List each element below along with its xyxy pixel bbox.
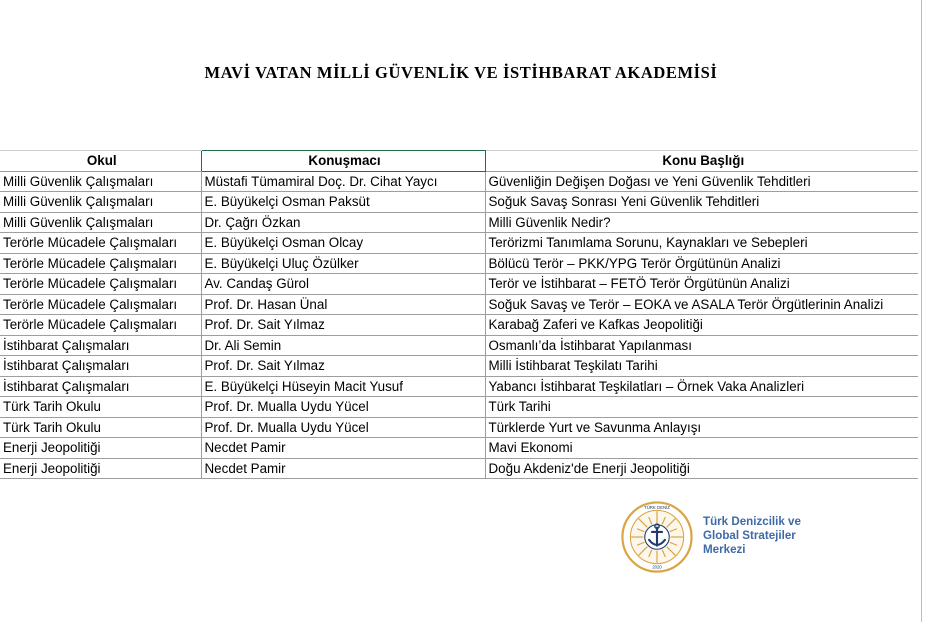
table-row bbox=[0, 233, 918, 254]
table-row bbox=[0, 438, 918, 459]
cell-school[interactable]: İstihbarat Çalışmaları bbox=[0, 356, 201, 377]
cell-speaker[interactable]: Dr. Ali Semin bbox=[201, 335, 485, 356]
column-header-school[interactable]: Okul bbox=[0, 151, 201, 172]
cell-speaker[interactable]: Necdet Pamir bbox=[201, 458, 485, 479]
cell-school[interactable]: İstihbarat Çalışmaları bbox=[0, 376, 201, 397]
cell-topic[interactable]: Milli İstihbarat Teşkilatı Tarihi bbox=[485, 356, 918, 377]
cell-school[interactable]: Terörle Mücadele Çalışmaları bbox=[0, 315, 201, 336]
cell-speaker[interactable]: Necdet Pamir bbox=[201, 438, 485, 459]
table-row bbox=[0, 458, 918, 479]
cell-speaker[interactable]: Prof. Dr. Sait Yılmaz bbox=[201, 315, 485, 336]
cell-school[interactable]: Milli Güvenlik Çalışmaları bbox=[0, 212, 201, 233]
cell-speaker[interactable]: E. Büyükelçi Uluç Özülker bbox=[201, 253, 485, 274]
table-row bbox=[0, 294, 918, 315]
cell-school[interactable]: Terörle Mücadele Çalışmaları bbox=[0, 274, 201, 295]
table-row bbox=[0, 253, 918, 274]
cell-topic[interactable]: Osmanlı’da İstihbarat Yapılanması bbox=[485, 335, 918, 356]
cell-school[interactable]: Enerji Jeopolitiği bbox=[0, 458, 201, 479]
logo-year: 2020 bbox=[652, 564, 662, 570]
cell-speaker[interactable]: E. Büyükelçi Hüseyin Macit Yusuf bbox=[201, 376, 485, 397]
cell-speaker[interactable]: Müstafi Tümamiral Doç. Dr. Cihat Yaycı bbox=[201, 171, 485, 192]
cell-speaker[interactable]: Av. Candaş Gürol bbox=[201, 274, 485, 295]
table-row bbox=[0, 274, 918, 295]
table-row bbox=[0, 356, 918, 377]
cell-topic[interactable]: Yabancı İstihbarat Teşkilatları – Örnek Vaka Analizleri bbox=[485, 376, 918, 397]
cell-topic[interactable]: Türk Tarihi bbox=[485, 397, 918, 418]
table-body bbox=[0, 171, 918, 479]
logo-caption bbox=[703, 515, 853, 557]
cell-school[interactable]: Türk Tarih Okulu bbox=[0, 417, 201, 438]
window-margin bbox=[922, 0, 928, 622]
cell-topic[interactable]: Bölücü Terör – PKK/YPG Terör Örgütünün Analizi bbox=[485, 253, 918, 274]
logo-caption-line: Global Stratejiler bbox=[703, 529, 796, 542]
cell-school[interactable]: Milli Güvenlik Çalışmaları bbox=[0, 192, 201, 213]
cell-school[interactable]: Terörle Mücadele Çalışmaları bbox=[0, 253, 201, 274]
table-header-row bbox=[0, 151, 918, 172]
document-title: MAVİ VATAN MİLLİ GÜVENLİK VE İSTİHBARAT AKADEMİSİ bbox=[204, 63, 718, 82]
cell-speaker[interactable]: E. Büyükelçi Osman Olcay bbox=[201, 233, 485, 254]
cell-topic[interactable]: Türklerde Yurt ve Savunma Anlayışı bbox=[485, 417, 918, 438]
column-header-speaker[interactable]: Konuşmacı bbox=[201, 151, 485, 172]
table-row bbox=[0, 192, 918, 213]
cell-topic[interactable]: Doğu Akdeniz'de Enerji Jeopolitiği bbox=[485, 458, 918, 479]
cell-speaker[interactable]: E. Büyükelçi Osman Paksüt bbox=[201, 192, 485, 213]
cell-topic[interactable]: Soğuk Savaş ve Terör – EOKA ve ASALA Terör Örgütlerinin Analizi bbox=[485, 294, 918, 315]
cell-topic[interactable]: Terör ve İstihbarat – FETÖ Terör Örgütünün Analizi bbox=[485, 274, 918, 295]
logo-ring-text: TÜRK DENİZ bbox=[644, 504, 670, 510]
cell-topic[interactable]: Milli Güvenlik Nedir? bbox=[485, 212, 918, 233]
cell-speaker[interactable]: Prof. Dr. Hasan Ünal bbox=[201, 294, 485, 315]
cell-topic[interactable]: Mavi Ekonomi bbox=[485, 438, 918, 459]
cell-school[interactable]: İstihbarat Çalışmaları bbox=[0, 335, 201, 356]
table-row bbox=[0, 376, 918, 397]
table-row bbox=[0, 171, 918, 192]
cell-school[interactable]: Terörle Mücadele Çalışmaları bbox=[0, 233, 201, 254]
cell-speaker[interactable]: Prof. Dr. Mualla Uydu Yücel bbox=[201, 417, 485, 438]
cell-speaker[interactable]: Dr. Çağrı Özkan bbox=[201, 212, 485, 233]
logo-emblem-icon bbox=[622, 502, 691, 571]
table-row bbox=[0, 397, 918, 418]
cell-school[interactable]: Milli Güvenlik Çalışmaları bbox=[0, 171, 201, 192]
table-row bbox=[0, 212, 918, 233]
cell-topic[interactable]: Terörizmi Tanımlama Sorunu, Kaynakları ve Sebepleri bbox=[485, 233, 918, 254]
speaker-table bbox=[0, 150, 918, 479]
cell-speaker[interactable]: Prof. Dr. Sait Yılmaz bbox=[201, 356, 485, 377]
table-row bbox=[0, 417, 918, 438]
table-row bbox=[0, 335, 918, 356]
column-header-topic[interactable]: Konu Başlığı bbox=[485, 151, 918, 172]
logo-caption-line: Türk Denizcilik ve bbox=[703, 515, 801, 528]
cell-school[interactable]: Terörle Mücadele Çalışmaları bbox=[0, 294, 201, 315]
table-row bbox=[0, 315, 918, 336]
cell-topic[interactable]: Soğuk Savaş Sonrası Yeni Güvenlik Tehditleri bbox=[485, 192, 918, 213]
cell-topic[interactable]: Güvenliğin Değişen Doğası ve Yeni Güvenlik Tehditleri bbox=[485, 171, 918, 192]
cell-speaker[interactable]: Prof. Dr. Mualla Uydu Yücel bbox=[201, 397, 485, 418]
logo-caption-line: Merkezi bbox=[703, 543, 746, 556]
tudeg-logo bbox=[621, 501, 693, 573]
cell-school[interactable]: Türk Tarih Okulu bbox=[0, 397, 201, 418]
cell-school[interactable]: Enerji Jeopolitiği bbox=[0, 438, 201, 459]
cell-topic[interactable]: Karabağ Zaferi ve Kafkas Jeopolitiği bbox=[485, 315, 918, 336]
